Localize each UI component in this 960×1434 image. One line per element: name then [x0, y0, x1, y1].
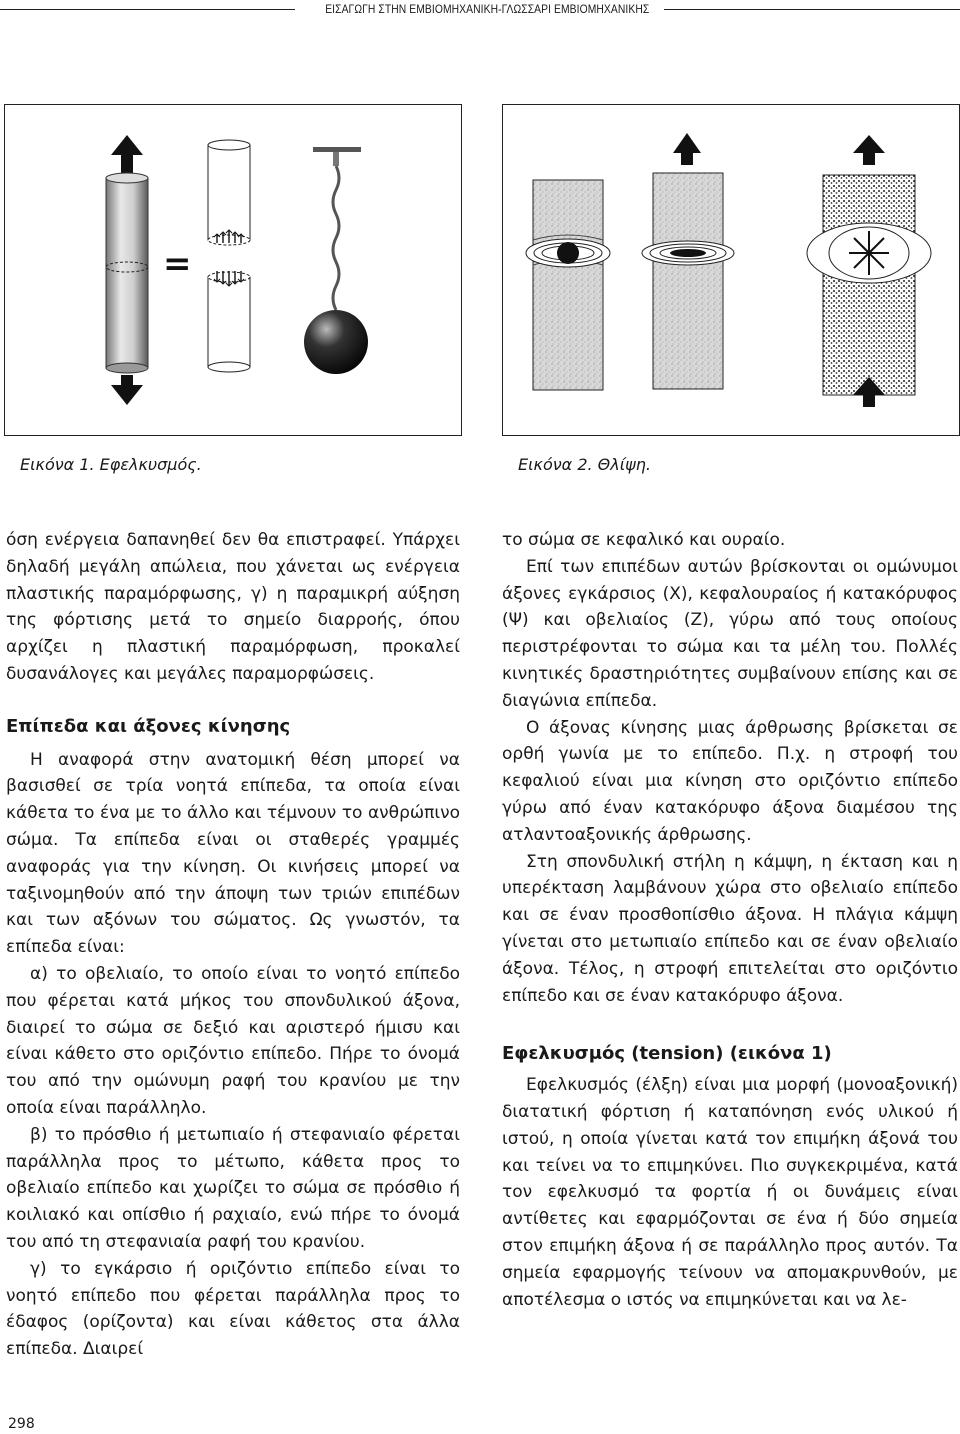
top-pull-arrow	[111, 135, 143, 173]
compressed-block-1	[526, 180, 610, 390]
header-rule-right	[664, 9, 960, 10]
compressed-block-2	[642, 133, 734, 389]
figure-2-compression-illustration	[502, 104, 960, 436]
weight-ball	[304, 310, 368, 374]
paragraph: α) το οβελιαίο, το οποίο είναι το νοητό επίπεδο που φέρεται κατά μήκος του σπονδυλικού άξονα, διαιρεί το σώμα σε δεξιό και αριστερό ήμισυ και είναι κάθετο στο οριζόντιο επίπεδο. Πήρε το όνομά του από την ομώνυμη ραφή του κρανίου με την οποία είναι παράλληλο.	[6, 963, 460, 1118]
bottom-pull-arrow	[111, 375, 143, 405]
page-number: 298	[8, 1416, 35, 1432]
section-heading: Επίπεδα και άξονες κίνησης	[6, 715, 291, 737]
paragraph: β) το πρόσθιο ή μετωπιαίο ή στεφανιαίο φέρεται παράλληλα προς το μέτωπο, κάθετα προς το οβελιαίο επίπεδο και χωρίζει το σώμα σε πρόσθιο ή κοιλιακό και οπίσθιο ή ραχιαίο, ενώ πήρε το όνομά του από τη στεφανιαία ραφή του κρανίου.	[6, 1124, 460, 1252]
figure-2-caption-text: Θλίψη.	[597, 455, 651, 474]
equals-sign: =	[163, 244, 192, 284]
paragraph: Ο άξονας κίνησης μιας άρθρωσης βρίσκεται σε ορθή γωνία με το επίπεδο. Π.χ. η στροφή του κεφαλιού είναι μια κίνηση στο οριζόντιο επίπεδο γύρω από έναν κατακόρυφο άξονα διαμέσου της ατλαντοαξονικής άρθρωσης.	[502, 717, 958, 845]
header-rule-left	[0, 9, 295, 10]
hanging-rope	[313, 147, 361, 310]
paragraph: Επί των επιπέδων αυτών βρίσκονται οι ομώνυμοι άξονες εγκάρσιος (Χ), κεφαλουραίος ή κατακόρυφος (Ψ) και οβελιαίος (Ζ), γύρω από τους οποίους περιστρέφονται το σώμα και τα μέλη του. Πολλές κινητικές δραστηριότητες συμβαίνουν επίσης και σε διαγώνια επίπεδα.	[502, 556, 958, 711]
figure-1-label: Εικόνα 1.	[20, 455, 95, 474]
figure-1-caption-text: Εφελκυσμός.	[99, 455, 202, 474]
right-text-column	[502, 527, 958, 1313]
paragraph: Στη σπονδυλική στήλη η κάμψη, η έκταση και η υπερέκταση λαμβάνουν χώρα στο οβελιαίο επίπεδο και σε έναν προσθοπίσθιο άξονα. Η πλάγια κάμψη γίνεται στο μετωπιαίο επίπεδο και σε έναν οβελιαίο άξονα. Τέλος, η στροφή επιτελείται στο οριζόντιο επίπεδο και σε έναν κατακόρυφο άξονα.	[502, 851, 958, 1006]
running-header	[0, 0, 960, 20]
split-cylinder-lower	[208, 271, 250, 372]
figure-2-caption	[518, 455, 651, 474]
compression-drawing	[503, 105, 959, 435]
paragraph: το σώμα σε κεφαλικό και ουραίο.	[502, 530, 786, 550]
section-heading: Εφελκυσμός (tension) (εικόνα 1)	[502, 1043, 832, 1065]
solid-cylinder	[106, 173, 148, 373]
left-text-column	[6, 527, 460, 1363]
figure-2-label: Εικόνα 2.	[518, 455, 593, 474]
paragraph: Η αναφορά στην ανατομική θέση μπορεί να βασισθεί σε τρία νοητά επίπεδα, τα οποία είναι κάθετα το ένα με το άλλο και τέμνουν το ανθρώπινο σώμα. Τα επίπεδα είναι οι σταθερές γραμμές αναφοράς για την κίνηση. Οι κινήσεις μπορεί να ταξινομηθούν από την άποψη των τριών επιπέδων και των αξόνων του σώματος. Ως γνωστόν, τα επίπεδα είναι:	[6, 749, 460, 958]
paragraph: Εφελκυσμός (έλξη) είναι μια μορφή (μονοαξονική) διατατική φόρτιση ή καταπόνηση ενός υλικού ή ιστού, η οποία γίνεται κατά τον επιμήκη άξονά του και τείνει να το επιμηκύνει. Πιο συγκεκριμένα, κατά τον εφελκυσμό τα φορτία ή οι δυνάμεις είναι αντίθετες και εφαρμόζονται σε ένα ή δύο σημεία στον επιμήκη άξονα ή σε παράλληλο προς αυτόν. Τα σημεία εφαρμογής τείνουν να απομακρυνθούν, με αποτέλεσμα ο ιστός να επιμηκύνεται και να λε-	[502, 1075, 958, 1310]
header-title: ΕΙΣΑΓΩΓΗ ΣΤΗΝ ΕΜΒΙΟΜΗΧΑΝΙΚΗ-ΓΛΩΣΣΑΡΙ ΕΜΒΙΟΜΗΧΑΝΙΚΗΣ	[325, 2, 650, 16]
paragraph: όση ενέργεια δαπανηθεί δεν θα επιστραφεί. Υπάρχει δηλαδή μεγάλη απώλεια, που χάνεται ως ενέργεια πλαστικής παραμόρφωσης, γ) η παραμικρή αύξηση της φόρτισης μετά το σημείο διαρροής, όπου αρχίζει η πλαστική παραμόρφωση, προκαλεί δυσανάλογες και μεγάλες παραμορφώσεις.	[6, 530, 460, 684]
compressed-block-3	[807, 135, 931, 407]
tension-drawing	[5, 105, 461, 435]
split-cylinder-upper	[208, 140, 250, 245]
paragraph: γ) το εγκάρσιο ή οριζόντιο επίπεδο είναι το νοητό επίπεδο που φέρεται παράλληλα προς το έδαφος (ορίζοντα) και είναι κάθετος στα άλλα επίπεδα. Διαιρεί	[6, 1258, 460, 1360]
figure-1-tension-illustration	[4, 104, 462, 436]
figure-1-caption	[20, 455, 202, 474]
